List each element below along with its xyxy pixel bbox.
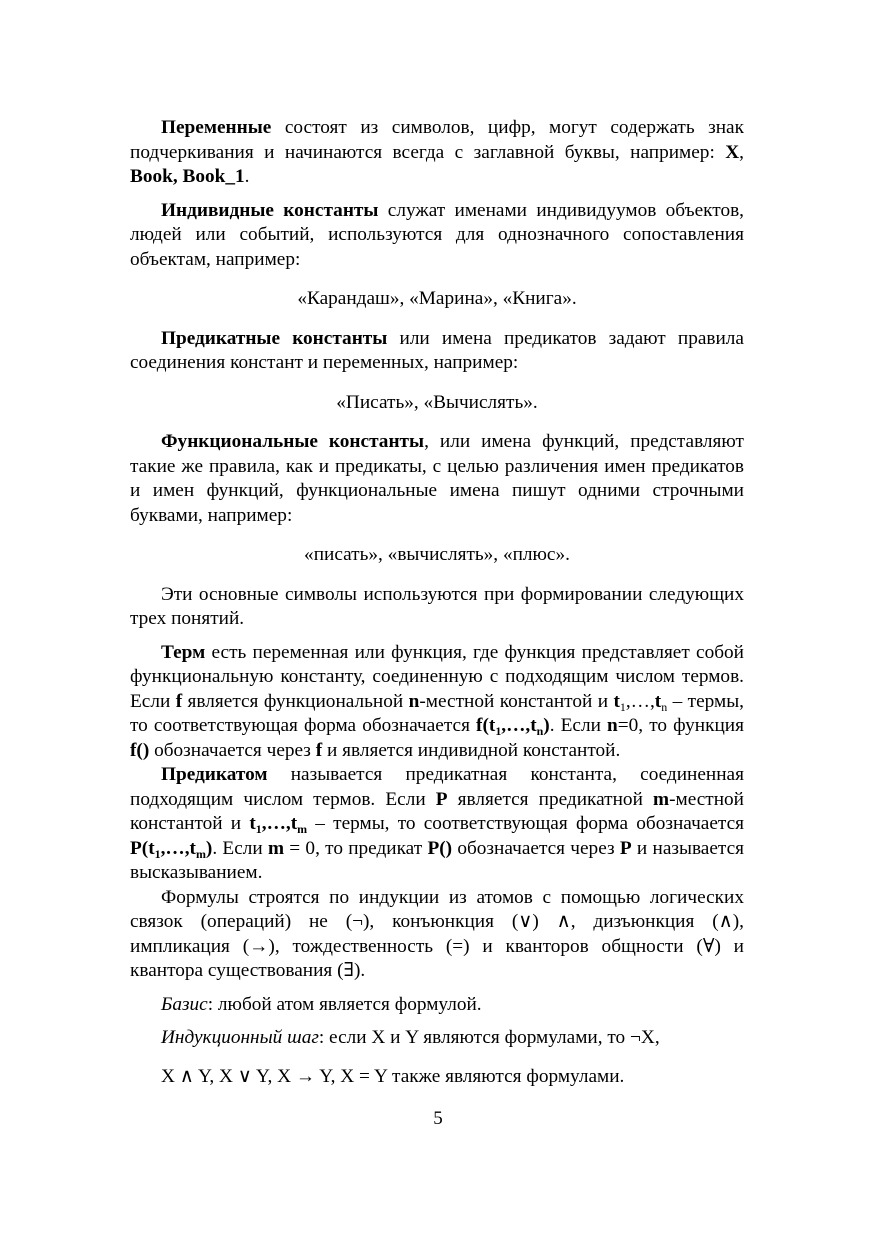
example-individual-constants: «Карандаш», «Марина», «Книга». (297, 288, 577, 309)
paragraph-predicate-constants: Предикатные константы или имена предикатов задают правила соединения констант и переменных, например: (130, 327, 744, 373)
term-predicate-constants: Предикатные константы (161, 327, 388, 349)
term-term: Терм (161, 641, 206, 663)
example-predicate-constants: «Писать», «Вычислять». (336, 391, 538, 413)
paragraph-variables: Переменные состоят из символов, цифр, могут содержать знак подчеркивания и начинаются всегда с заглавной буквы, например: X, Book, Book_1. (130, 117, 744, 187)
paragraph-predicate: Предикатом называется предикатная константа, соединенная подходящим числом термов. Если P является предикатной m-местной константой и $t_1,\dots,t_m$ – термы, то соответствующая форма обозначается $P(t_1,\dots,t_m)$. Если m = 0, то предикат P() обозначается через P и называется высказыванием. (130, 764, 745, 883)
paragraph-formulas: Формулы строятся по индукции из атомов с помощью логических связок (операций) не (¬), конъюнкция (∨) ∧, дизъюнкция (∧), импликация (→), тождественность (=) и кванторов общности (∀) и квантора существования (∃). (130, 886, 744, 981)
page-number: 5 (433, 1108, 443, 1129)
paragraph-basis: Базис: любой атом является формулой. (161, 993, 482, 1015)
term-predicate: Предикатом (161, 764, 268, 785)
paragraph-basic-symbols: Эти основные символы используются при формировании следующих трех понятий. (130, 583, 744, 629)
paragraph-function-constants: Функциональные константы, или имена функций, представляют такие же правила, как и предикаты, с целью различения имен предикатов и имен функций, функциональные имена пишут одними строчными буквами, например: (130, 431, 744, 526)
paragraph-formula-list: X ∧ Y, X ∨ Y, X → Y, X = Y также являются формулами. (161, 1065, 625, 1087)
paragraph-individual-constants: Индивидные константы служат именами индивидуумов объектов, людей или событий, используются для однозначного сопоставления объектам, например: (130, 199, 745, 270)
example-function-constants: «писать», «вычислять», «плюс». (304, 544, 570, 565)
term-basis: Базис (161, 993, 208, 1015)
term-variables: Переменные (161, 117, 272, 138)
body-text (130, 116, 744, 1089)
paragraph-term: Терм есть переменная или функция, где функция представляет собой функциональную константу, соединенную с подходящим числом термов. Если f является функциональной n-местной константой и $t_1,\dots,t_n$ – термы, то соответствующая форма обозначается $f(t_1,\dots,t_n)$. Если n=0, то функция f() обозначается через f и является индивидной константой. (130, 641, 744, 761)
term-induction-step: Индукционный шаг (161, 1027, 319, 1048)
term-individual-constants: Индивидные константы (161, 199, 379, 221)
term-function-constants: Функциональные константы (161, 431, 425, 452)
paragraph-induction-step: Индукционный шаг: если X и Y являются формулами, то ¬X, (161, 1027, 660, 1048)
